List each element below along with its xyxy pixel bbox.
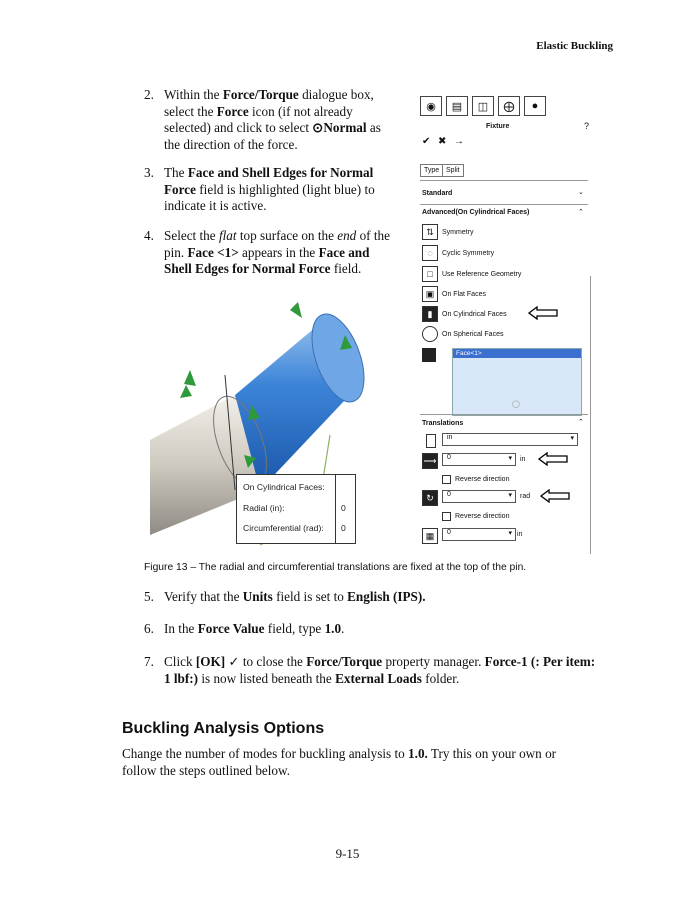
option-reference-geometry[interactable]	[422, 266, 521, 282]
left-arrow-icon	[538, 452, 568, 466]
unit-select[interactable]: in ▾	[442, 433, 578, 446]
option-label: On Spherical Faces	[442, 330, 504, 338]
tab-split[interactable]: Split	[442, 164, 464, 177]
standard-header[interactable]: Standard	[422, 190, 453, 197]
resize-handle[interactable]: ◯	[512, 401, 520, 408]
face-item[interactable]: Face<1>	[453, 349, 581, 358]
step-text: The Face and Shell Edges for Normal Force field is highlighted (light blue) to indicate it is active.	[164, 165, 375, 213]
radial-icon: ⟶	[422, 453, 438, 469]
radial-unit: in	[520, 456, 526, 463]
help-icon[interactable]: ?	[584, 121, 590, 131]
ok-icon[interactable]: ✔	[422, 136, 431, 147]
step-text: Within the Force/Torque dialogue box, select the Force icon (if not already selected) and click to select ⊙Normal as the direction of the force.	[164, 87, 381, 152]
option-flat-faces[interactable]	[422, 286, 486, 302]
callout-title: On Cylindrical Faces:	[243, 482, 325, 492]
step-text: Verify that the Units field is set to English (IPS).	[164, 589, 426, 604]
section-title: Buckling Analysis Options	[122, 720, 325, 737]
divider	[420, 414, 588, 415]
fixture-property-manager	[420, 96, 600, 556]
section-paragraph: Change the number of modes for buckling analysis to 1.0. Try this on your own or follow the steps outlined below.	[122, 746, 557, 778]
pm-title: Fixture	[486, 123, 510, 130]
left-arrow-icon	[540, 489, 570, 503]
reverse-direction-1[interactable]: Reverse direction	[442, 475, 509, 484]
callout-divider	[335, 475, 336, 543]
chevron-up-icon[interactable]: ⌃	[578, 419, 584, 426]
divider	[420, 180, 588, 181]
axial-icon: ▦	[422, 528, 438, 544]
feature-manager-icon[interactable]: ◉	[420, 96, 442, 116]
figure-caption: Figure 13 – The radial and circumferential translations are fixed at the top of the pin.	[144, 562, 527, 573]
option-cyclic-symmetry[interactable]	[422, 245, 494, 261]
spherical-faces-icon	[422, 326, 438, 342]
step-number: 6.	[144, 621, 154, 636]
cyclic-symmetry-icon: ◌	[422, 245, 438, 261]
option-label: On Cylindrical Faces	[442, 310, 507, 318]
radial-value: 0	[341, 503, 346, 513]
radial-value-input[interactable]: 0 ▾	[442, 453, 516, 466]
step-text: Select the flat top surface on the end of the pin. Face <1> appears in the Face and Shell Edges for Normal Force field.	[164, 228, 390, 276]
step-text: In the Force Value field, type 1.0.	[164, 621, 345, 636]
circumferential-value: 0	[341, 523, 346, 533]
step-number: 4.	[144, 228, 154, 243]
step-number: 2.	[144, 87, 154, 102]
translations-header[interactable]: Translations	[422, 420, 464, 427]
axial-unit: in	[517, 531, 523, 538]
option-label: Symmetry	[442, 228, 474, 236]
page-number: 9-15	[335, 846, 360, 861]
property-manager-icon[interactable]: ▤	[446, 96, 468, 116]
option-spherical-faces[interactable]	[422, 326, 503, 342]
unit-icon	[426, 434, 436, 448]
reverse-direction-2[interactable]: Reverse direction	[442, 512, 509, 521]
flat-faces-icon: ▣	[422, 286, 438, 302]
running-header: Elastic Buckling	[536, 40, 613, 52]
chevron-up-icon[interactable]: ⌃	[578, 209, 584, 216]
checkbox[interactable]	[442, 475, 451, 484]
reference-geometry-icon: □	[422, 266, 438, 282]
option-label: Use Reference Geometry	[442, 270, 522, 278]
face-selection-icon	[422, 348, 436, 362]
cancel-icon[interactable]: ✖	[438, 136, 447, 147]
step-text: Click [OK] ✓ to close the Force/Torque property manager. Force-1 (: Per item: 1 lbf:) is now listed beneath the External Loads folder.	[164, 654, 596, 686]
pm-toolbar	[420, 96, 546, 116]
option-label: On Flat Faces	[442, 290, 486, 298]
option-cylindrical-faces[interactable]	[422, 306, 507, 322]
chevron-down-icon[interactable]: ⌄	[578, 189, 584, 196]
display-manager-icon[interactable]: ●	[524, 96, 546, 116]
checkbox[interactable]	[442, 512, 451, 521]
cylindrical-faces-callout	[236, 474, 356, 544]
left-arrow-icon	[528, 306, 558, 320]
circumferential-unit: rad	[520, 493, 531, 500]
advanced-header[interactable]: Advanced(On Cylindrical Faces)	[422, 209, 530, 216]
step-number: 7.	[144, 654, 154, 669]
tab-type[interactable]: Type	[420, 164, 443, 177]
circumferential-icon: ↻	[422, 490, 438, 506]
option-symmetry[interactable]	[422, 224, 474, 240]
step-number: 3.	[144, 165, 154, 180]
pushpin-icon[interactable]: →	[454, 136, 464, 147]
axial-value-input[interactable]: 0 ▾	[442, 528, 516, 541]
option-label: Cyclic Symmetry	[442, 249, 495, 257]
cylindrical-faces-icon: ▮	[422, 306, 438, 322]
symmetry-icon: ⇅	[422, 224, 438, 240]
divider	[420, 204, 588, 205]
scrollbar[interactable]	[590, 276, 591, 554]
circumferential-value-input[interactable]: 0 ▾	[442, 490, 516, 503]
config-manager-icon[interactable]: ◫	[472, 96, 494, 116]
circumferential-label: Circumferential (rad):	[243, 523, 324, 533]
dim-expert-icon[interactable]: ⨁	[498, 96, 520, 116]
radial-label: Radial (in):	[243, 503, 285, 513]
step-number: 5.	[144, 589, 154, 604]
